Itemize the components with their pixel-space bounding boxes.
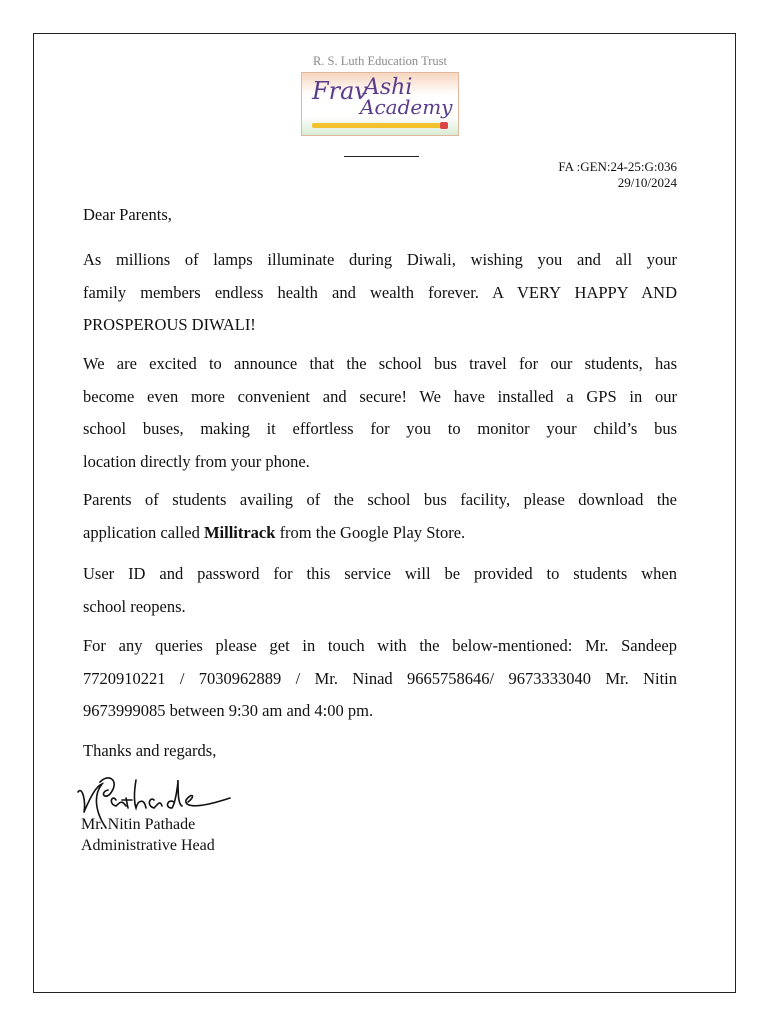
reference-block bbox=[558, 159, 677, 191]
paragraph-contacts bbox=[83, 630, 677, 728]
signatory-block bbox=[81, 814, 215, 856]
paragraph-greeting bbox=[83, 244, 677, 342]
text-line: 9673999085 between 9:30 am and 4:00 pm. bbox=[83, 701, 374, 720]
text-line: User ID and password for this service will be provided to students when bbox=[83, 564, 677, 583]
text-line: become even more convenient and secure! We have installed a GPS in our bbox=[83, 386, 677, 406]
closing: Thanks and regards, bbox=[83, 741, 217, 760]
divider bbox=[344, 156, 419, 157]
text-line: We are excited to announce that the school bus travel for our students, has bbox=[83, 354, 677, 373]
paragraph-credentials bbox=[83, 558, 677, 623]
pencil-graphic bbox=[312, 123, 442, 128]
signatory-title: Administrative Head bbox=[81, 837, 215, 854]
trust-name: R. S. Luth Education Trust bbox=[312, 54, 448, 68]
salutation: Dear Parents, bbox=[83, 205, 172, 224]
text-line: PROSPEROUS DIWALI! bbox=[83, 315, 256, 334]
text-line bbox=[83, 517, 677, 550]
text-fragment: from the Google Play Store. bbox=[275, 522, 466, 542]
text-line: family members endless health and wealth forever. A VERY HAPPY AND bbox=[83, 282, 677, 302]
letter-date: 29/10/2024 bbox=[617, 175, 677, 190]
text-line: school reopens. bbox=[83, 596, 186, 616]
text-fragment: application called bbox=[83, 522, 204, 542]
signatory-name: Mr. Nitin Pathade bbox=[81, 816, 196, 833]
app-name: Millitrack bbox=[203, 522, 276, 542]
text-line: school buses, making it effortless for you to monitor your child’s bus bbox=[83, 419, 677, 438]
text-line: location directly from your phone. bbox=[83, 451, 310, 471]
paragraph-gps bbox=[83, 348, 677, 478]
reference-number: FA :GEN:24-25:G:036 bbox=[558, 159, 677, 174]
text-line: Parents of students availing of the school bus facility, please download the bbox=[83, 490, 677, 509]
text-line: As millions of lamps illuminate during Diwali, wishing you and all your bbox=[83, 250, 677, 269]
text-line: 7720910221 / 7030962889 / Mr. Ninad 9665758646/ 9673333040 Mr. Nitin bbox=[83, 668, 677, 688]
text-line: For any queries please get in touch with the below-mentioned: Mr. Sandeep bbox=[83, 636, 677, 655]
academy-logo: Frav Ashi Academy bbox=[301, 72, 459, 136]
paragraph-app bbox=[83, 484, 677, 549]
